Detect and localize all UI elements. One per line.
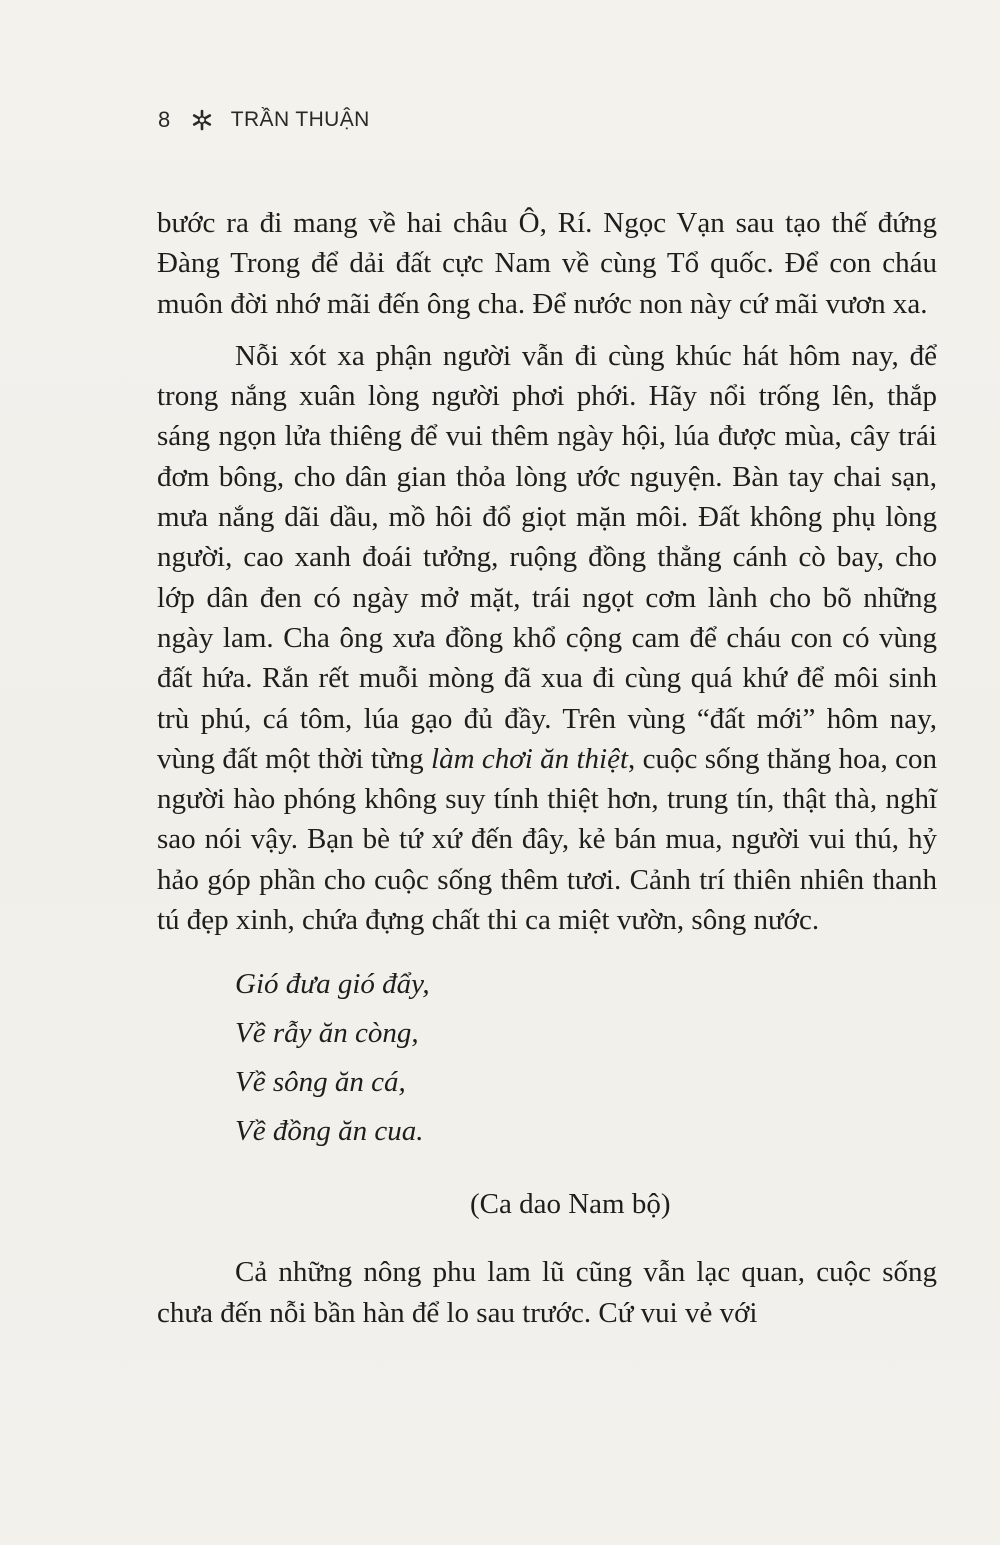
asterisk-icon <box>191 109 213 131</box>
poem-line: Về sông ăn cá, <box>235 1066 406 1099</box>
paragraph-1: bước ra đi mang về hai châu Ô, Rí. Ngọc Vạn sau tạo thế đứng Đàng Trong để dải đất cực Nam về cùng Tổ quốc. Để con cháu muôn đời nhớ mãi đến ông cha. Để nước non này cứ mãi vươn xa. <box>157 207 937 320</box>
paragraph-2 <box>157 336 937 940</box>
author-name: TRẦN THUẬN <box>230 108 370 131</box>
running-header <box>158 103 370 137</box>
paragraph-2-text-b: , cuộc sống thăng hoa, con người hào phóng không suy tính thiệt hơn, trung tín, thật thà, nghĩ sao nói vậy. Bạn bè tứ xứ đến đây, kẻ bán mua, người vui thú, hỷ hảo góp phần cho cuộc sống thêm tươi. Cảnh trí thiên nhiên thanh tú đẹp xinh, chứa đựng chất thi ca miệt vườn, sông nước. <box>157 742 938 937</box>
poem-source: (Ca dao Nam bộ) <box>470 1188 671 1221</box>
paragraph-2-text-a: Nỗi xót xa phận người vẫn đi cùng khúc hát hôm nay, để trong nắng xuân lòng người phơi phới. Hãy nổi trống lên, thắp sáng ngọn lửa thiêng để vui thêm ngày hội, lúa được mùa, cây trái đơm bông, cho dân gian thỏa lòng ước nguyện. Bàn tay chai sạn, mưa nắng dãi dầu, mồ hôi đổ giọt mặn môi. Đất không phụ lòng người, cao xanh đoái tưởng, ruộng đồng thẳng cánh cò bay, cho lớp dân đen có ngày mở mặt, trái ngọt cơm lành cho bõ những ngày lam. Cha ông xưa đồng khổ cộng cam để cháu con có vùng đất hứa. Rắn rết muỗi mòng đã xua đi cùng quá khứ để môi sinh trù phú, cá tôm, lúa gạo đủ đầy. Trên vùng “đất mới” hôm nay, vùng đất một thời từng <box>157 339 937 775</box>
page-number: 8 <box>158 107 171 132</box>
poem-line: Gió đưa gió đẩy, <box>235 968 430 1001</box>
poem-line: Về đồng ăn cua. <box>235 1115 424 1148</box>
body-text <box>157 203 937 1345</box>
paragraph-3: Cả những nông phu lam lũ cũng vẫn lạc quan, cuộc sống chưa đến nỗi bần hàn để lo sau trước. Cứ vui vẻ với <box>157 1256 937 1329</box>
poem-line: Về rẫy ăn còng, <box>235 1017 419 1050</box>
paragraph-2-italic-phrase: làm chơi ăn thiệt <box>431 742 629 775</box>
folk-poem <box>235 960 937 1156</box>
